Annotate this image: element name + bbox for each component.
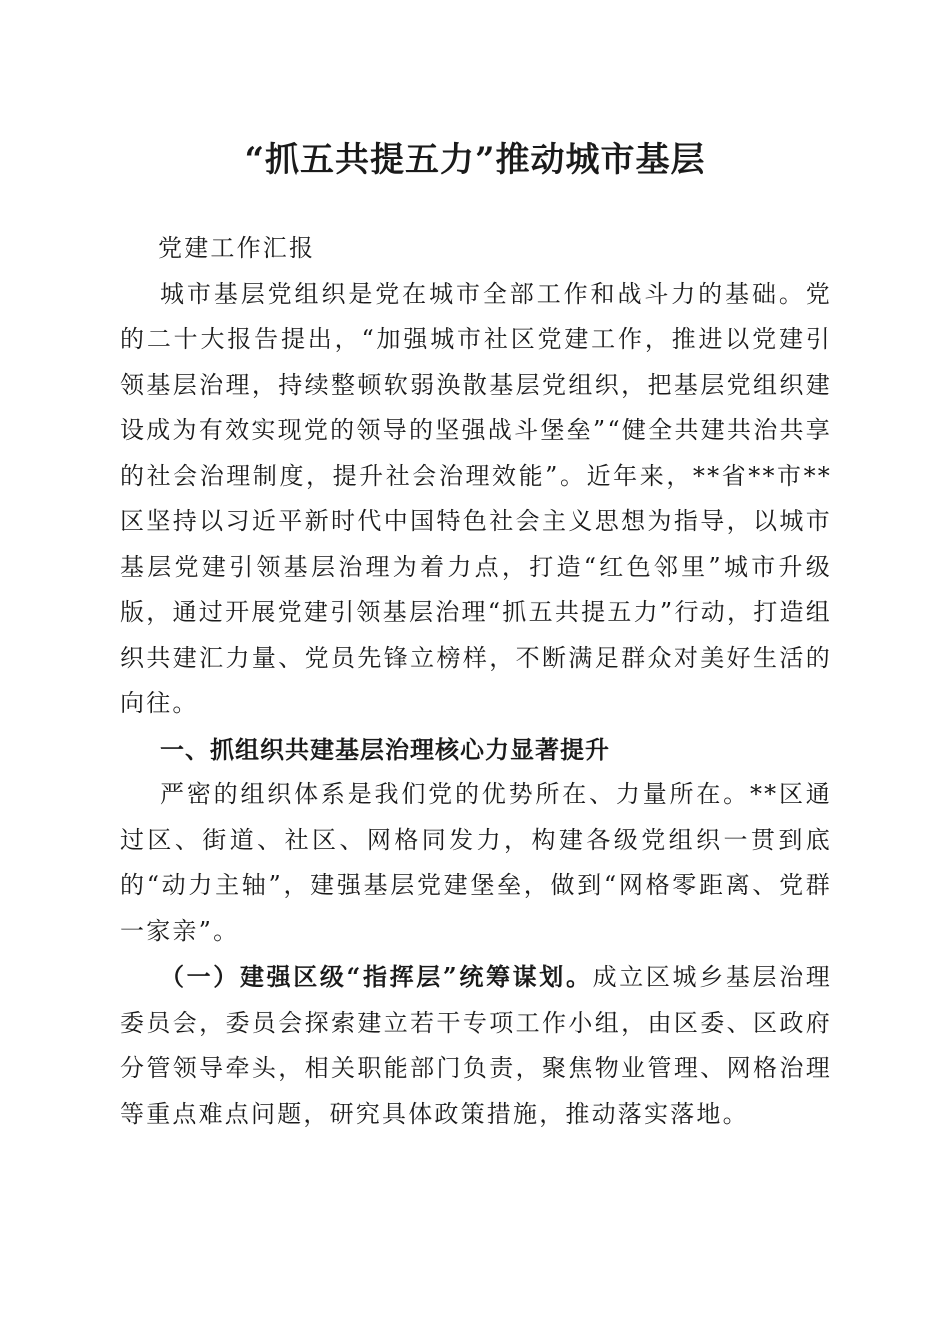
document-body — [120, 226, 832, 1137]
section-heading-1: 一、抓组织共建基层治理核心力显著提升 — [160, 734, 610, 764]
subsection-1-text: 成立区城乡基层治理委员会，委员会探索建立若干专项工作小组，由区委、区政府分管领导牵头，相关职能部门负责，聚焦物业管理、网格治理等重点难点问题，研究具体政策措施，推动落实落地。 — [120, 963, 832, 1128]
subsection-1-paragraph — [120, 954, 832, 1137]
subsection-1-lead: （一）建强区级“指挥层”统筹谋划。 — [160, 962, 593, 991]
section-1-paragraph: 严密的组织体系是我们党的优势所在、力量所在。**区通过区、街道、社区、网格同发力，构建各级党组织一贯到底的“动力主轴”，建强基层党建堡垒，做到“网格零距离、党群一家亲”。 — [120, 780, 832, 945]
document-title: “抓五共提五力”推动城市基层 — [244, 140, 706, 180]
intro-paragraph: 城市基层党组织是党在城市全部工作和战斗力的基础。党的二十大报告提出，“加强城市社区党建工作，推进以党建引领基层治理，持续整顿软弱涣散基层党组织，把基层党组织建设成为有效实现党的领导的坚强战斗堡垒”“健全共建共治共享的社会治理制度，提升社会治理效能”。近年来，**省**市**区坚持以习近平新时代中国特色社会主义思想为指导，以城市基层党建引领基层治理为着力点，打造“红色邻里”城市升级版，通过开展党建引领基层治理“抓五共提五力”行动，打造组织共建汇力量、党员先锋立榜样，不断满足群众对美好生活的向往。 — [120, 279, 832, 717]
document-subtitle: 党建工作汇报 — [158, 234, 316, 262]
